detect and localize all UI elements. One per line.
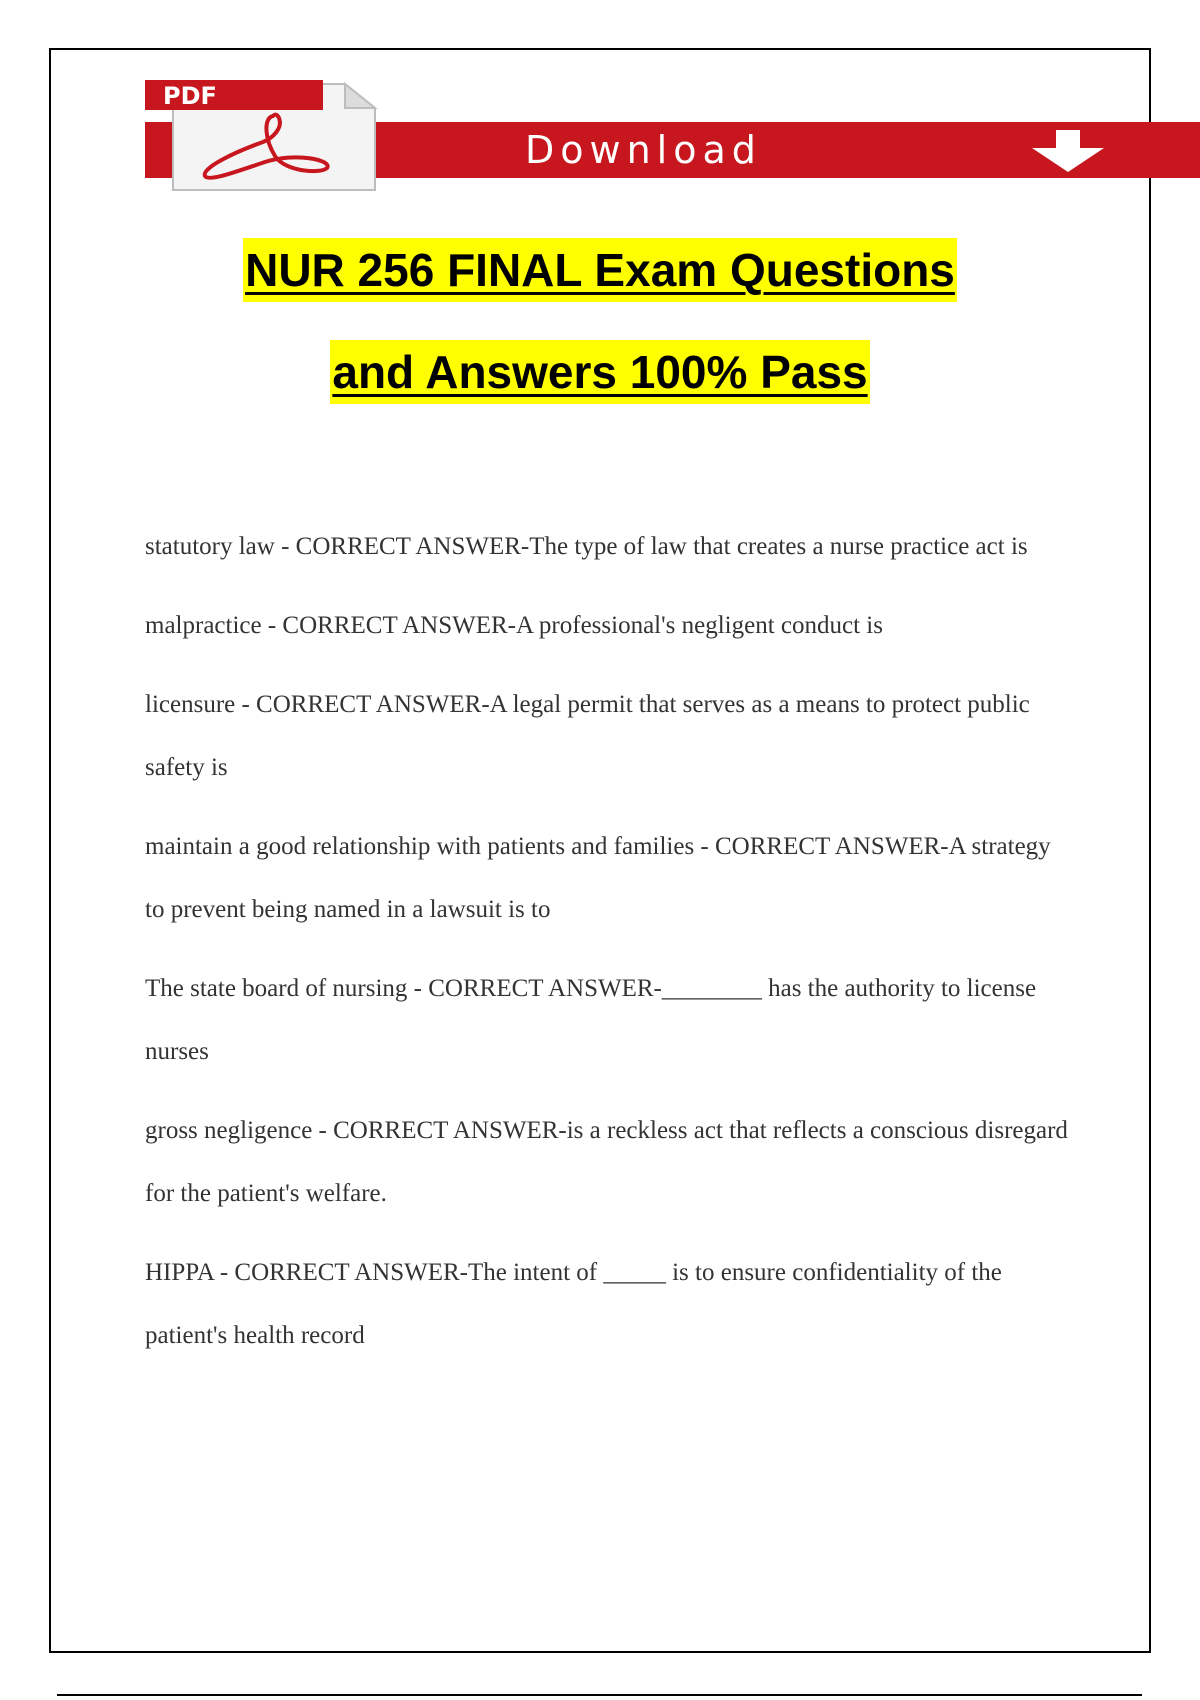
title-text-1: NUR 256 FINAL Exam Questions bbox=[243, 238, 957, 302]
download-arrow-icon bbox=[1030, 128, 1108, 174]
download-label[interactable]: Download bbox=[525, 128, 762, 172]
title-line-2 bbox=[0, 340, 1200, 404]
qa-item: malpractice - CORRECT ANSWER-A professional's negligent conduct is bbox=[145, 612, 883, 639]
title-line-1 bbox=[0, 238, 1200, 302]
qa-list bbox=[145, 515, 1075, 1383]
title-text-2: and Answers 100% Pass bbox=[330, 340, 869, 404]
qa-item: gross negligence - CORRECT ANSWER-is a reckless act that reflects a conscious disregard for the patient's welfare. bbox=[145, 1117, 1068, 1207]
qa-item: statutory law - CORRECT ANSWER-The type of law that creates a nurse practice act is bbox=[145, 533, 1028, 560]
qa-item: The state board of nursing - CORRECT ANSWER-________ has the authority to license nurses bbox=[145, 975, 1037, 1065]
pdf-file-icon bbox=[145, 78, 407, 194]
qa-item: licensure - CORRECT ANSWER-A legal permit that serves as a means to protect public safety is bbox=[145, 691, 1030, 781]
pdf-tab-label: PDF bbox=[163, 82, 217, 110]
qa-item: maintain a good relationship with patients and families - CORRECT ANSWER-A strategy to prevent being named in a lawsuit is to bbox=[145, 833, 1051, 923]
bottom-rule bbox=[57, 1694, 1142, 1696]
qa-item: HIPPA - CORRECT ANSWER-The intent of _____ is to ensure confidentiality of the patient's health record bbox=[145, 1259, 1002, 1349]
